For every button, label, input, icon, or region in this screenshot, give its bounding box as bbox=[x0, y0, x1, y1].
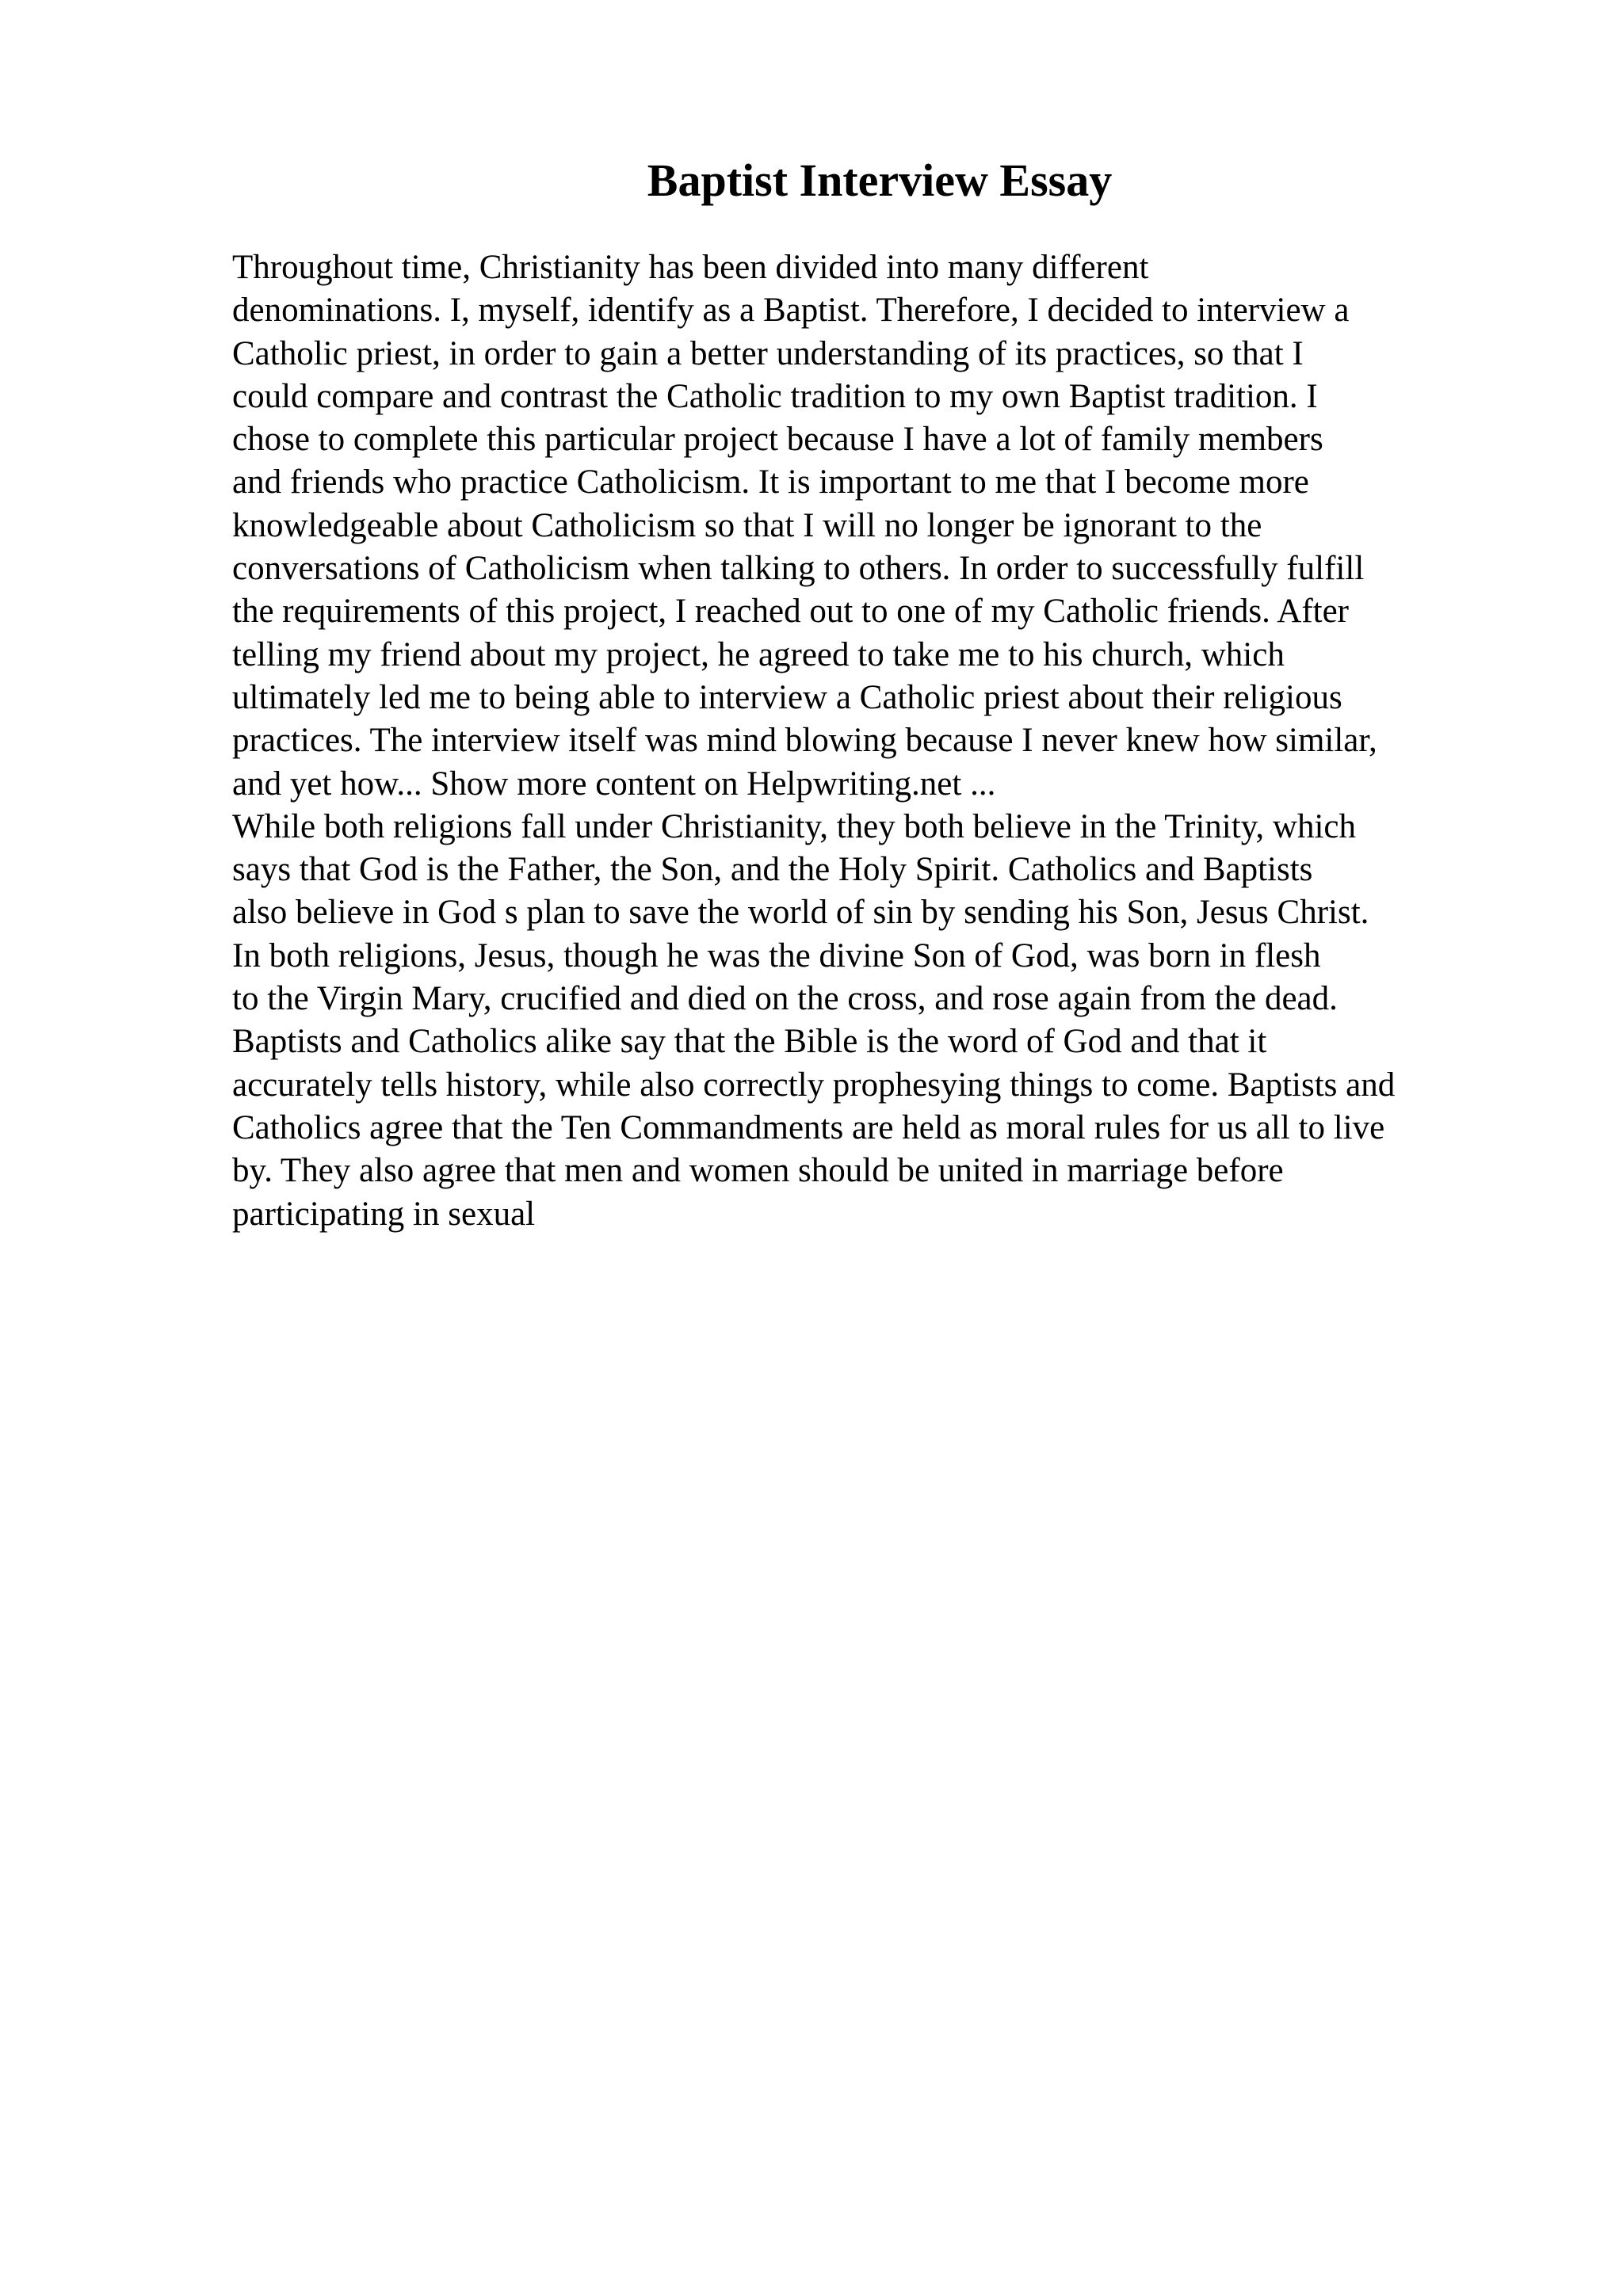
text-line: conversations of Catholicism when talking to others. In order to successfully fulfill bbox=[232, 550, 1365, 588]
text-line: and yet how... Show more content on Helpwriting.net ... bbox=[232, 765, 996, 803]
text-line: In both religions, Jesus, though he was the divine Son of God, was born in flesh bbox=[232, 936, 1321, 974]
text-line: accurately tells history, while also correctly prophesying things to come. Baptists and bbox=[232, 1066, 1396, 1104]
text-line: While both religions fall under Christianity, they both believe in the Trinity, which bbox=[232, 807, 1356, 845]
text-line: Catholics agree that the Ten Commandments are held as moral rules for us all to live bbox=[232, 1108, 1385, 1146]
essay-body bbox=[232, 246, 1595, 1236]
text-line: chose to complete this particular project because I have a lot of family members bbox=[232, 421, 1323, 459]
text-line: participating in sexual bbox=[232, 1195, 536, 1233]
text-line: could compare and contrast the Catholic tradition to my own Baptist tradition. I bbox=[232, 377, 1318, 415]
text-line: Catholic priest, in order to gain a better understanding of its practices, so that I bbox=[232, 334, 1304, 372]
text-line: and friends who practice Catholicism. It is important to me that I become more bbox=[232, 463, 1309, 502]
document-title: Baptist Interview Essay bbox=[647, 154, 1113, 206]
text-line: denominations. I, myself, identify as a Baptist. Therefore, I decided to interview a bbox=[232, 292, 1350, 330]
text-line: says that God is the Father, the Son, and the Holy Spirit. Catholics and Baptists bbox=[232, 851, 1313, 889]
text-line: telling my friend about my project, he agreed to take me to his church, which bbox=[232, 635, 1285, 673]
text-line: Baptists and Catholics alike say that the Bible is the word of God and that it bbox=[232, 1023, 1267, 1061]
text-line: Throughout time, Christianity has been divided into many different bbox=[232, 249, 1149, 286]
text-line: by. They also agree that men and women should be united in marriage before bbox=[232, 1152, 1284, 1190]
text-line: the requirements of this project, I reached out to one of my Catholic friends. After bbox=[232, 593, 1350, 631]
text-line: ultimately led me to being able to interview a Catholic priest about their religious bbox=[232, 678, 1342, 716]
text-line: also believe in God s plan to save the world of sin by sending his Son, Jesus Christ. bbox=[232, 894, 1369, 932]
text-line: practices. The interview itself was mind blowing because I never knew how similar, bbox=[232, 722, 1377, 760]
text-line: knowledgeable about Catholicism so that I will no longer be ignorant to the bbox=[232, 506, 1262, 544]
text-line: to the Virgin Mary, crucified and died on the cross, and rose again from the dead. bbox=[232, 980, 1338, 1018]
